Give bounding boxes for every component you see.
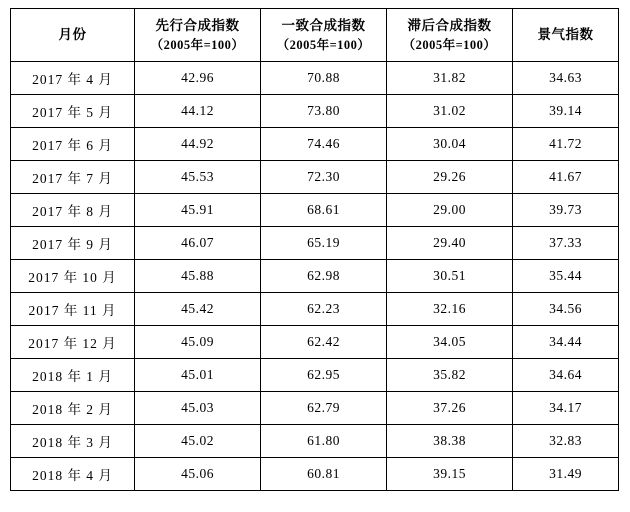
cell-coincident: 72.30 [261,161,387,194]
table-header-row [11,9,619,62]
table-body [11,62,619,491]
cell-climate: 37.33 [513,227,619,260]
column-header-leading-index-line1: 先行合成指数 [155,18,240,34]
cell-month: 2018 年 2 月 [11,392,135,425]
table-row [11,260,619,293]
cell-month: 2017 年 11 月 [11,293,135,326]
cell-coincident: 62.23 [261,293,387,326]
table-row [11,62,619,95]
cell-lagging: 30.04 [387,128,513,161]
cell-coincident: 61.80 [261,425,387,458]
table-row [11,359,619,392]
cell-coincident: 62.98 [261,260,387,293]
cell-month: 2017 年 8 月 [11,194,135,227]
cell-climate: 41.72 [513,128,619,161]
cell-month: 2017 年 6 月 [11,128,135,161]
cell-lagging: 39.15 [387,458,513,491]
cell-climate: 39.14 [513,95,619,128]
cell-lagging: 32.16 [387,293,513,326]
composite-index-table [10,8,619,491]
cell-month: 2017 年 5 月 [11,95,135,128]
table-row [11,326,619,359]
column-header-month-line1: 月份 [58,27,87,43]
table-header [11,9,619,62]
cell-leading: 45.53 [135,161,261,194]
cell-coincident: 62.95 [261,359,387,392]
cell-coincident: 60.81 [261,458,387,491]
cell-climate: 32.83 [513,425,619,458]
table-row [11,392,619,425]
table-row [11,458,619,491]
cell-climate: 35.44 [513,260,619,293]
cell-climate: 34.17 [513,392,619,425]
cell-month: 2018 年 4 月 [11,458,135,491]
cell-month: 2017 年 7 月 [11,161,135,194]
cell-coincident: 68.61 [261,194,387,227]
cell-leading: 45.06 [135,458,261,491]
cell-leading: 45.09 [135,326,261,359]
cell-coincident: 73.80 [261,95,387,128]
cell-climate: 39.73 [513,194,619,227]
cell-coincident: 70.88 [261,62,387,95]
cell-climate: 34.64 [513,359,619,392]
cell-lagging: 37.26 [387,392,513,425]
cell-leading: 44.12 [135,95,261,128]
cell-leading: 42.96 [135,62,261,95]
cell-climate: 34.44 [513,326,619,359]
column-header-lagging-index-line2: （2005年=100） [402,37,497,52]
column-header-month [11,9,135,62]
cell-leading: 45.42 [135,293,261,326]
column-header-coincident-index-line1: 一致合成指数 [281,18,366,34]
table-row [11,227,619,260]
cell-lagging: 31.82 [387,62,513,95]
cell-lagging: 38.38 [387,425,513,458]
cell-coincident: 62.42 [261,326,387,359]
column-header-coincident-index [261,9,387,62]
cell-month: 2017 年 12 月 [11,326,135,359]
cell-lagging: 35.82 [387,359,513,392]
cell-leading: 45.01 [135,359,261,392]
cell-leading: 44.92 [135,128,261,161]
cell-lagging: 31.02 [387,95,513,128]
document-page [0,8,630,512]
column-header-lagging-index [387,9,513,62]
table-row [11,128,619,161]
cell-climate: 34.56 [513,293,619,326]
table-row [11,293,619,326]
column-header-leading-index [135,9,261,62]
cell-lagging: 29.26 [387,161,513,194]
table-row [11,194,619,227]
cell-month: 2018 年 1 月 [11,359,135,392]
cell-month: 2017 年 4 月 [11,62,135,95]
cell-climate: 41.67 [513,161,619,194]
cell-lagging: 29.00 [387,194,513,227]
cell-coincident: 74.46 [261,128,387,161]
cell-month: 2017 年 10 月 [11,260,135,293]
cell-leading: 45.91 [135,194,261,227]
cell-climate: 31.49 [513,458,619,491]
column-header-coincident-index-line2: （2005年=100） [276,37,371,52]
cell-leading: 45.88 [135,260,261,293]
table-row [11,95,619,128]
cell-month: 2017 年 9 月 [11,227,135,260]
cell-climate: 34.63 [513,62,619,95]
cell-lagging: 34.05 [387,326,513,359]
column-header-climate-index-line1: 景气指数 [537,27,594,43]
cell-coincident: 65.19 [261,227,387,260]
cell-leading: 45.02 [135,425,261,458]
column-header-lagging-index-line1: 滞后合成指数 [407,18,492,34]
cell-lagging: 30.51 [387,260,513,293]
cell-leading: 46.07 [135,227,261,260]
cell-leading: 45.03 [135,392,261,425]
cell-lagging: 29.40 [387,227,513,260]
table-row [11,161,619,194]
column-header-climate-index [513,9,619,62]
table-row [11,425,619,458]
cell-month: 2018 年 3 月 [11,425,135,458]
column-header-leading-index-line2: （2005年=100） [150,37,245,52]
cell-coincident: 62.79 [261,392,387,425]
